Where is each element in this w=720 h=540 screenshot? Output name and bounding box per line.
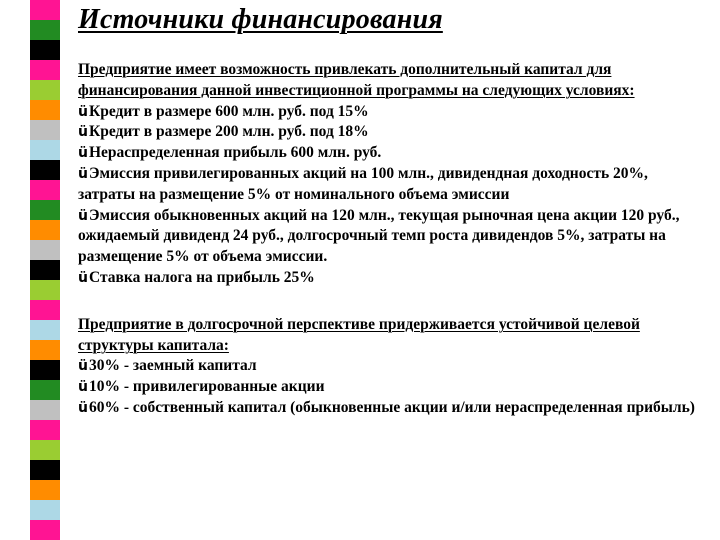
checkmark-icon: ü (78, 207, 88, 224)
stripe-segment (30, 80, 60, 100)
list-item-text: 30% - заемный капитал (88, 357, 257, 375)
stripe-segment (30, 520, 60, 540)
stripe-segment (30, 180, 60, 200)
list-item (78, 164, 708, 206)
checkmark-icon: ü (78, 145, 88, 162)
stripe-segment (30, 320, 60, 340)
stripe-segment (30, 500, 60, 520)
list-item (78, 122, 708, 143)
stripe-segment (30, 480, 60, 500)
stripe-segment (30, 340, 60, 360)
list-item-text: Нераспределенная прибыль 600 млн. руб. (88, 144, 382, 162)
stripe-segment (30, 0, 60, 20)
stripe-segment (30, 260, 60, 280)
stripe-segment (30, 240, 60, 260)
checkmark-icon: ü (78, 269, 88, 286)
stripe-segment (30, 140, 60, 160)
stripe-segment (30, 460, 60, 480)
list-item (78, 206, 708, 268)
list-item (78, 356, 708, 377)
slide-title: Источники финансирования (78, 4, 443, 35)
checkmark-icon: ü (78, 103, 88, 120)
list-item-text: Ставка налога на прибыль 25% (88, 268, 315, 286)
list-item (78, 102, 708, 123)
list-item (78, 268, 708, 289)
decorative-color-stripe (30, 0, 60, 540)
list-item (78, 143, 708, 164)
checkmark-icon: ü (78, 358, 88, 375)
list-item (78, 398, 708, 419)
checkmark-icon: ü (78, 379, 88, 396)
stripe-segment (30, 280, 60, 300)
section-spacer (78, 289, 708, 315)
list-item-text: Эмиссия привилегированных акций на 100 млн., дивидендная доходность 20%, затраты на размещение 5% от номинального объема эмиссии (78, 164, 648, 203)
stripe-segment (30, 380, 60, 400)
stripe-segment (30, 20, 60, 40)
list-item-text: 60% - собственный капитал (обыкновенные акции и/или нераспределенная прибыль) (88, 398, 695, 416)
stripe-segment (30, 200, 60, 220)
stripe-segment (30, 360, 60, 380)
slide-body (78, 60, 708, 419)
stripe-segment (30, 420, 60, 440)
stripe-segment (30, 100, 60, 120)
stripe-segment (30, 120, 60, 140)
stripe-segment (30, 40, 60, 60)
stripe-segment (30, 400, 60, 420)
stripe-segment (30, 220, 60, 240)
stripe-segment (30, 300, 60, 320)
checkmark-icon: ü (78, 165, 88, 182)
list-item-text: 10% - привилегированные акции (88, 378, 325, 396)
list-item (78, 377, 708, 398)
section1-intro: Предприятие имеет возможность привлекать дополнительный капитал для финансирования данной инвестиционной программы на следующих условиях: (78, 61, 635, 99)
stripe-segment (30, 440, 60, 460)
list-item-text: Кредит в размере 600 млн. руб. под 15% (88, 102, 369, 120)
section2-intro: Предприятие в долгосрочной перспективе придерживается устойчивой целевой структуры капитала: (78, 315, 640, 354)
checkmark-icon: ü (78, 399, 88, 416)
stripe-segment (30, 160, 60, 180)
stripe-segment (30, 60, 60, 80)
list-item-text: Кредит в размере 200 млн. руб. под 18% (88, 123, 369, 141)
checkmark-icon: ü (78, 124, 88, 141)
list-item-text: Эмиссия обыкновенных акций на 120 млн., текущая рыночная цена акции 120 руб., ожидаемый дивиденд 24 руб., долгосрочный темп роста дивидендов 5%, затраты на размещение 5% от объема эмиссии. (78, 206, 680, 266)
